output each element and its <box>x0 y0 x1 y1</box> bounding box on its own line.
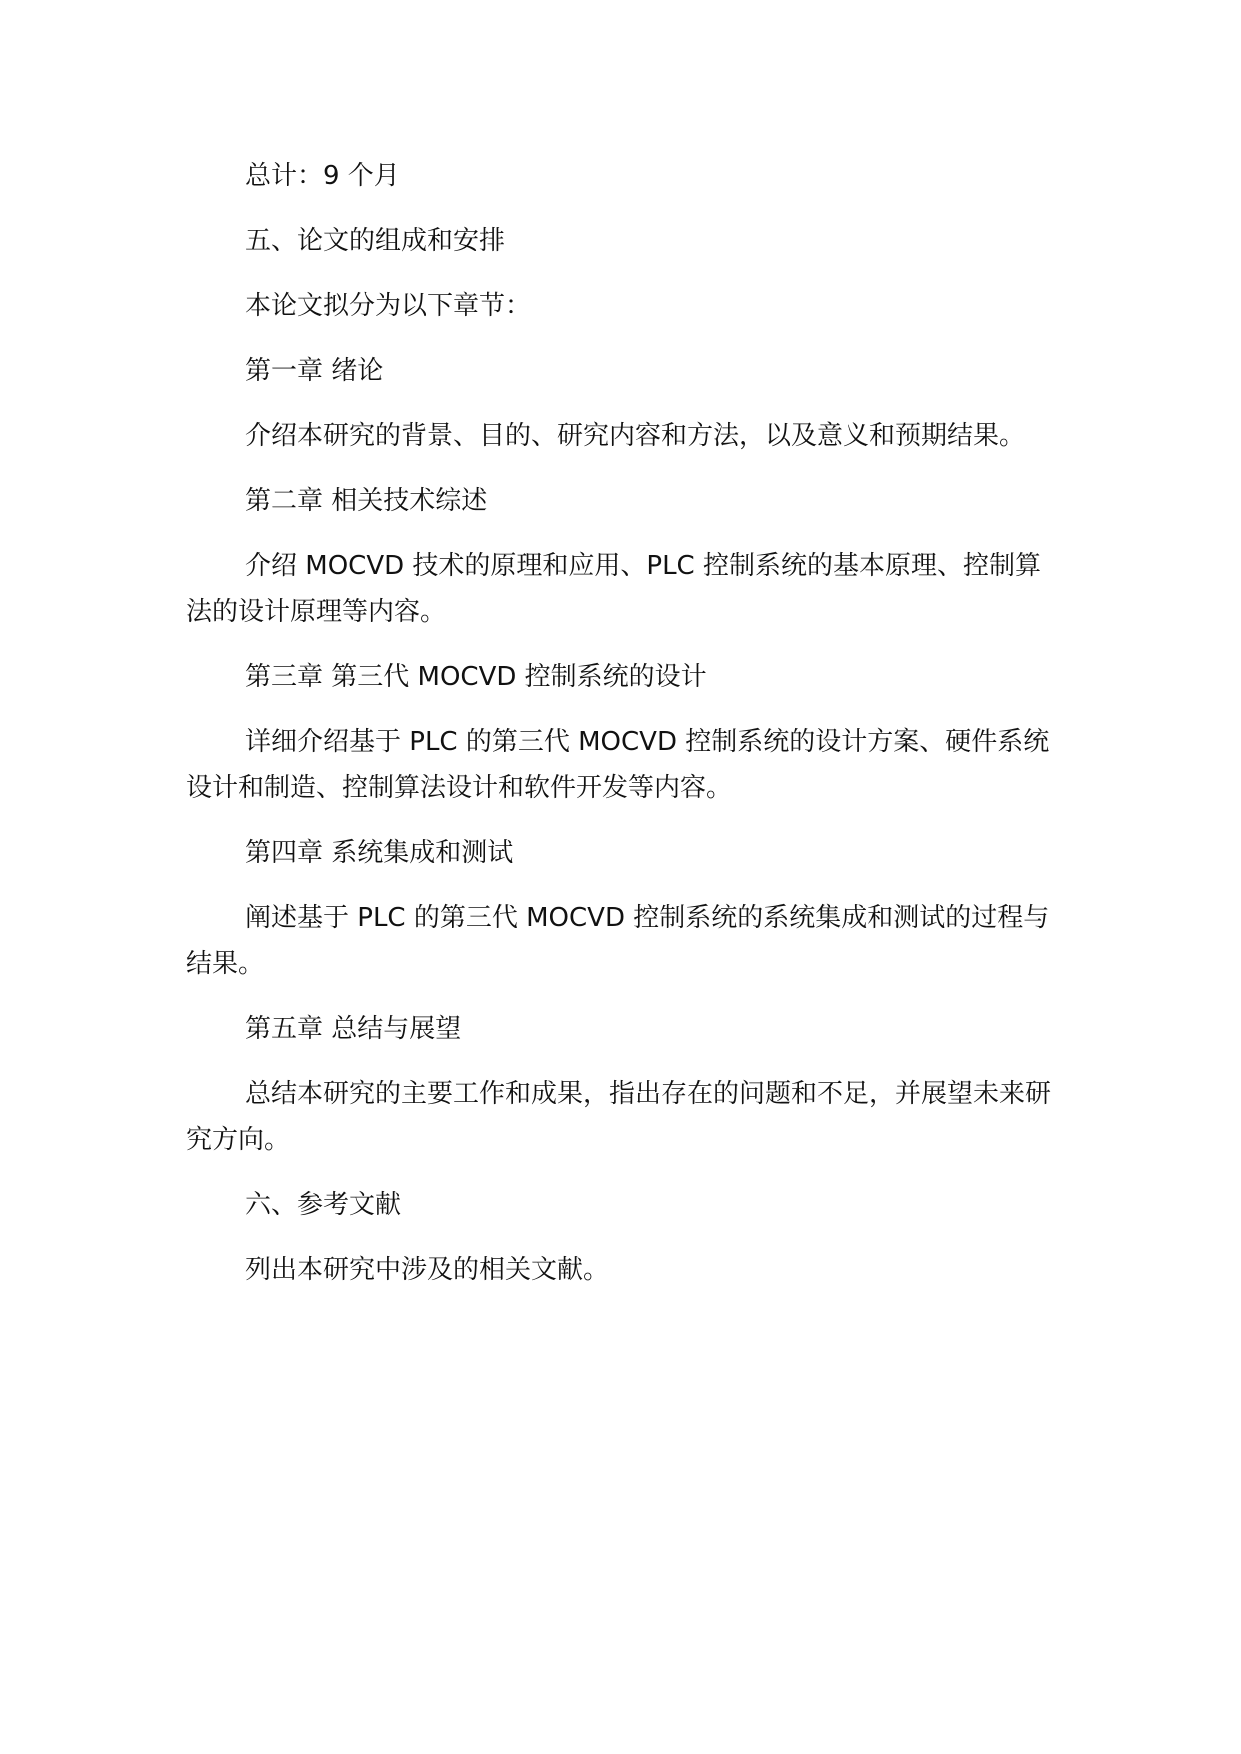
section-heading-thesis-structure: 五、论文的组成和安排 <box>245 226 506 256</box>
chapter-5-description: 总结本研究的主要工作和成果，指出存在的问题和不足，并展望未来研究方向。 <box>186 1079 1052 1155</box>
references-description: 列出本研究中涉及的相关文献。 <box>245 1255 610 1285</box>
chapter-5-title: 第五章 总结与展望 <box>245 1014 462 1044</box>
chapter-3-description: 详细介绍基于 PLC 的第三代 MOCVD 控制系统的设计方案、硬件系统设计和制造、控制算法设计和软件开发等内容。 <box>186 727 1050 803</box>
chapters-intro-text: 本论文拟分为以下章节： <box>245 291 532 321</box>
chapter-2-title: 第二章 相关技术综述 <box>245 486 488 516</box>
chapter-1-description: 介绍本研究的背景、目的、研究内容和方法，以及意义和预期结果。 <box>245 421 1026 451</box>
chapter-4-title: 第四章 系统集成和测试 <box>245 838 514 868</box>
chapter-2-description: 介绍 MOCVD 技术的原理和应用、PLC 控制系统的基本原理、控制算法的设计原理等内容。 <box>186 551 1041 627</box>
document-body <box>186 153 1066 1312</box>
chapter-3-title: 第三章 第三代 MOCVD 控制系统的设计 <box>245 662 707 692</box>
chapter-4-description: 阐述基于 PLC 的第三代 MOCVD 控制系统的系统集成和测试的过程与结果。 <box>186 903 1050 979</box>
chapter-1-title: 第一章 绪论 <box>245 356 384 386</box>
section-heading-references: 六、参考文献 <box>245 1190 402 1220</box>
total-duration-line: 总计：9 个月 <box>245 161 400 191</box>
